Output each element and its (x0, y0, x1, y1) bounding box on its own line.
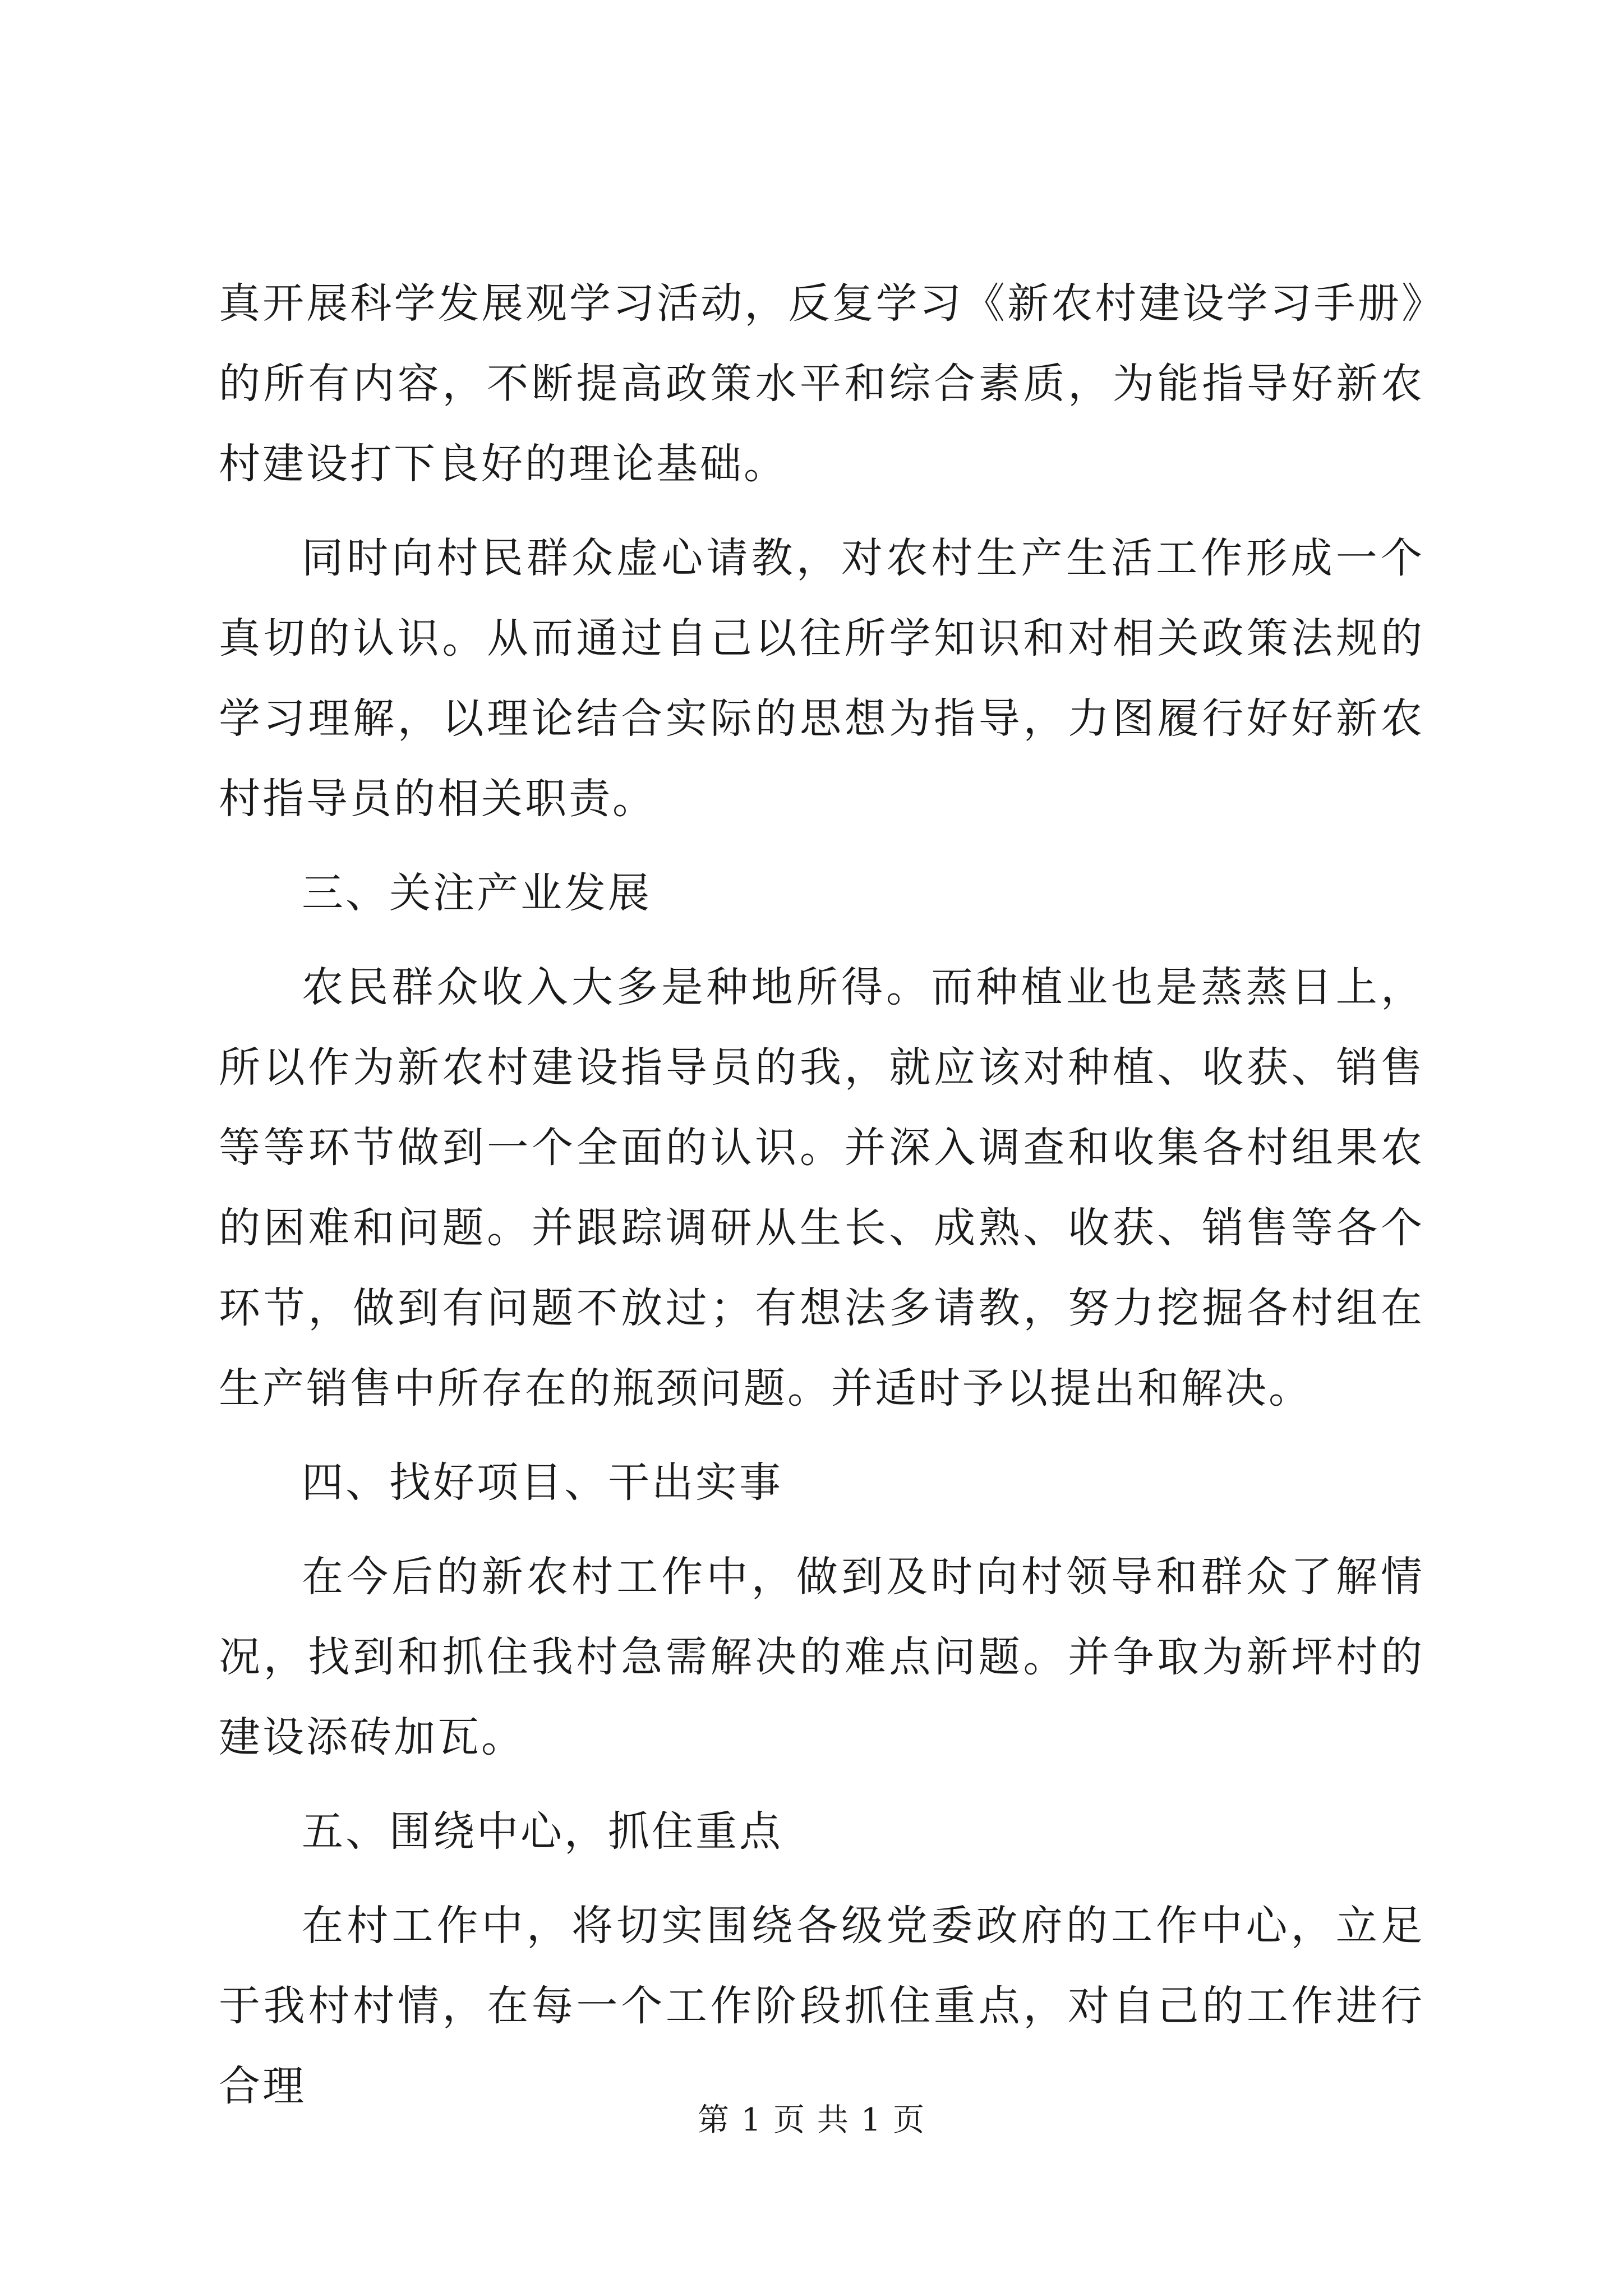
paragraph: 同时向村民群众虚心请教，对农村生产生活工作形成一个真切的认识。从而通过自己以往所学知识和对相关政策法规的学习理解，以理论结合实际的思想为指导，力图履行好好新农村指导员的相关职责。 (219, 534, 1424, 823)
paragraph-continuation: 真开展科学发展观学习活动，反复学习《新农村建设学习手册》的所有内容，不断提高政策水平和综合素质，为能指导好新农村建设打下良好的理论基础。 (219, 279, 1424, 488)
paragraph: 在村工作中，将切实围绕各级党委政府的工作中心，立足于我村村情，在每一个工作阶段抓住重点，对自己的工作进行合理 (219, 1902, 1424, 2110)
document-body (219, 264, 1424, 2141)
section-heading: 三、关注产业发展 (302, 869, 652, 917)
section-heading: 四、找好项目、干出实事 (302, 1458, 783, 1507)
section-heading: 五、围绕中心，抓住重点 (302, 1807, 783, 1856)
page-footer: 第 1 页 共 1 页 (697, 2102, 926, 2138)
paragraph: 农民群众收入大多是种地所得。而种植业也是蒸蒸日上，所以作为新农村建设指导员的我，就应该对种植、收获、销售等等环节做到一个全面的认识。并深入调查和收集各村组果农的困难和问题。并跟踪调研从生长、成熟、收获、销售等各个环节，做到有问题不放过；有想法多请教，努力挖掘各村组在生产销售中所存在的瓶颈问题。并适时予以提出和解决。 (219, 963, 1424, 1412)
paragraph: 在今后的新农村工作中，做到及时向村领导和群众了解情况，找到和抓住我村急需解决的难点问题。并争取为新坪村的建设添砖加瓦。 (219, 1553, 1424, 1761)
